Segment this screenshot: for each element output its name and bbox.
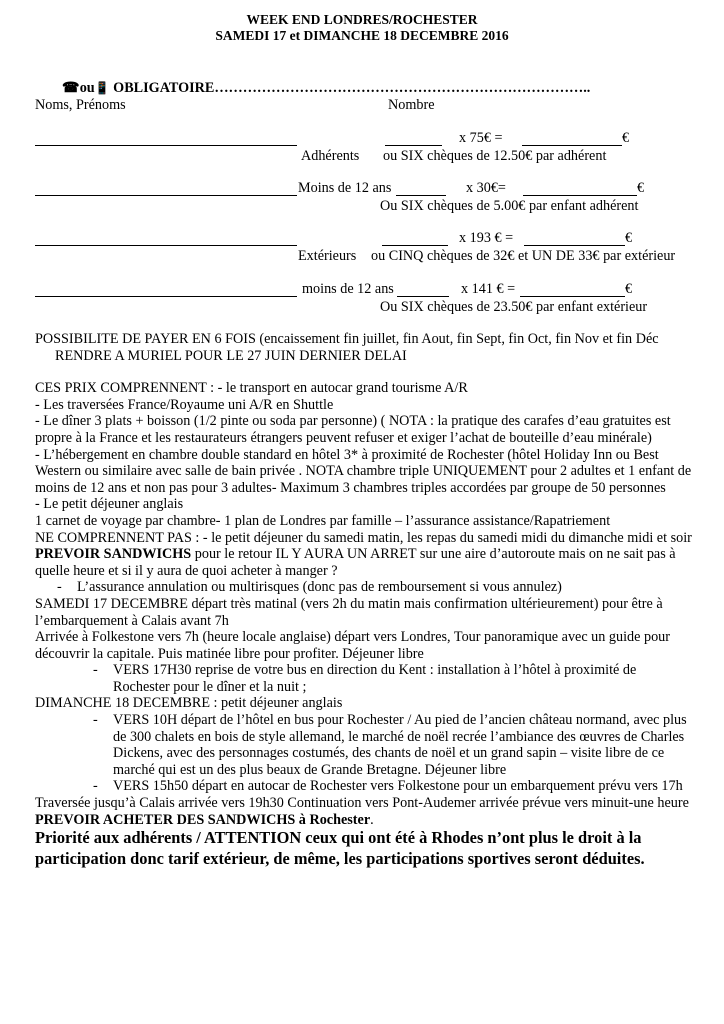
bring-sandwiches-rochester: PREVOIR ACHETER DES SANDWICHS à Rochester [35,811,371,828]
included-travel-kit: 1 carnet de voyage par chambre- 1 plan de Londres par famille – l’assurance assistance/Rapatriement [35,512,611,529]
label-children-ext: moins de 12 ans [302,281,394,297]
page-title: WEEK END LONDRES/ROCHESTER [246,12,478,27]
arrival-folkestone: Arrivée à Folkestone vers 7h (heure locale anglaise) départ vers Londres, Tour panoramique avec un guide pour découvrir la capitale. Puis matinée libre pour profiter. Déjeuner libre [35,629,670,662]
name-field-children[interactable] [35,195,297,196]
euro-sign: € [637,180,645,196]
names-column-label: Noms, Prénoms [35,97,126,113]
note-children-ext: Ou SIX chèques de 23.50€ par enfant extérieur [380,299,648,315]
name-field-adherents[interactable] [35,145,297,146]
count-field-children-ext[interactable] [397,296,449,297]
body-text [35,331,695,869]
obligatoire-label: OBLIGATOIRE…………………………………………………………………….. [113,80,591,96]
saturday-evening: - VERS 17H30 reprise de votre bus en direction du Kent : installation à l’hôtel à proximité de Rochester pour le dîner et la nuit ; [93,662,637,695]
priority-notice: Priorité aux adhérents / ATTENTION ceux qui ont été à Rhodes n’ont plus le droit à la participation donc tarif extérieur, de même, les participations sportives seront déduites. [35,828,645,868]
label-adherents: Adhérents [301,148,360,164]
count-column-label: Nombre [388,97,435,113]
euro-sign: € [622,130,630,146]
included-hotel: - L’hébergement en chambre double standard en hôtel 3* à proximité de Rochester (hôtel Holiday Inn ou Best Western ou similaire avec salle de bain privée . NOTA chambre triple UNIQUEMENT pour 2 adultes et 1 enfant de moins de 12 ans et non pas pour 3 adultes- Maximum 3 chambres triples accordées par groupe de 50 personnes [35,446,692,496]
included-breakfast: - Le petit déjeuner anglais [35,496,184,513]
sunday-departure: - VERS 15h50 départ en autocar de Rochester vers Folkestone pour un embarquement prévu vers 17h [93,778,683,795]
ou-text: ou [79,80,95,96]
payment-option: POSSIBILITE DE PAYER EN 6 FOIS (encaissement fin juillet, fin Aout, fin Sept, fin Oct, fin Nov et fin Déc [35,331,659,347]
label-children: Moins de 12 ans [298,180,392,196]
euro-sign: € [625,230,633,246]
included-header: CES PRIX COMPRENNENT : - le transport en autocar grand tourisme A/R [35,380,468,397]
price-adherents: x 75€ = [459,130,503,146]
insurance-line: - L’assurance annulation ou multirisques (donc pas de remboursement si vous annulez) [57,579,562,596]
phone-icon: ☎ [62,80,80,96]
euro-sign: € [625,281,633,297]
saturday-schedule: SAMEDI 17 DECEMBRE départ très matinal (vers 2h du matin mais confirmation ultérieurement) pour être à l’embarquement à Calais avant 7h [35,595,663,629]
sunday-market: - VERS 10H départ de l’hôtel en bus pour Rochester / Au pied de l’ancien château normand, avec plus de 300 chalets en bois de style allemand, le marché de noël recrée l’ambiance des œuvres de Charles Dickens, avec des personnages costumés, des chants de noël et un grand sapin – visite libre de ce marché qui est un des plus beaux de Grande Bretagne. Déjeuner libre [93,712,687,778]
total-field-children-ext[interactable] [520,296,625,297]
count-field-children[interactable] [396,195,446,196]
count-field-exterieurs[interactable] [382,245,448,246]
note-exterieurs: ou CINQ chèques de 32€ et UN DE 33€ par extérieur [371,248,676,264]
price-children-ext: x 141 € = [461,281,516,297]
name-field-exterieurs[interactable] [35,245,297,246]
not-included: NE COMPRENNENT PAS : - le petit déjeuner du samedi matin, les repas du samedi midi du dimanche midi et soir PREVOIR SANDWICHS pour le retour IL Y AURA UN ARRET sur une aire d’autoroute mais on ne sait pas à quelle heure et si il y aura de quoi acheter à manger ? [35,529,692,579]
deadline: RENDRE A MURIEL POUR LE 27 JUIN DERNIER DELAI [55,347,407,364]
note-children: Ou SIX chèques de 5.00€ par enfant adhérent [380,198,639,214]
sunday-schedule: DIMANCHE 18 DECEMBRE : petit déjeuner anglais [35,695,343,712]
mobile-phone-icon: 📱 [94,81,110,95]
total-field-exterieurs[interactable] [524,245,625,246]
contact-line [62,80,590,97]
name-field-children-ext[interactable] [35,296,297,297]
bring-sandwiches: PREVOIR SANDWICHS [35,546,192,563]
count-field-adherents[interactable] [385,145,442,146]
label-exterieurs: Extérieurs [298,248,357,264]
page-subtitle: SAMEDI 17 et DIMANCHE 18 DECEMBRE 2016 [215,28,509,43]
crossing-return: Traversée jusqu’à Calais arrivée vers 19h30 Continuation vers Pont-Audemer arrivée prévue vers minuit-une heure PREVOIR ACHETER DES SANDWICHS à Rochester. [35,795,689,828]
included-crossings: - Les traversées France/Royaume uni A/R en Shuttle [35,396,334,413]
total-field-adherents[interactable] [522,145,622,146]
total-field-children[interactable] [523,195,637,196]
included-dinner: - Le dîner 3 plats + boisson (1/2 pinte ou soda par personne) ( NOTA : la pratique des carafes d’eau gratuites est propre à la France et les restaurateurs étrangers peuvent refuser et exiger l’achat de bouteille d’eau minérale) [35,413,671,446]
price-children: x 30€= [466,180,506,196]
note-adherents: ou SIX chèques de 12.50€ par adhérent [383,148,607,164]
price-exterieurs: x 193 € = [459,230,514,246]
